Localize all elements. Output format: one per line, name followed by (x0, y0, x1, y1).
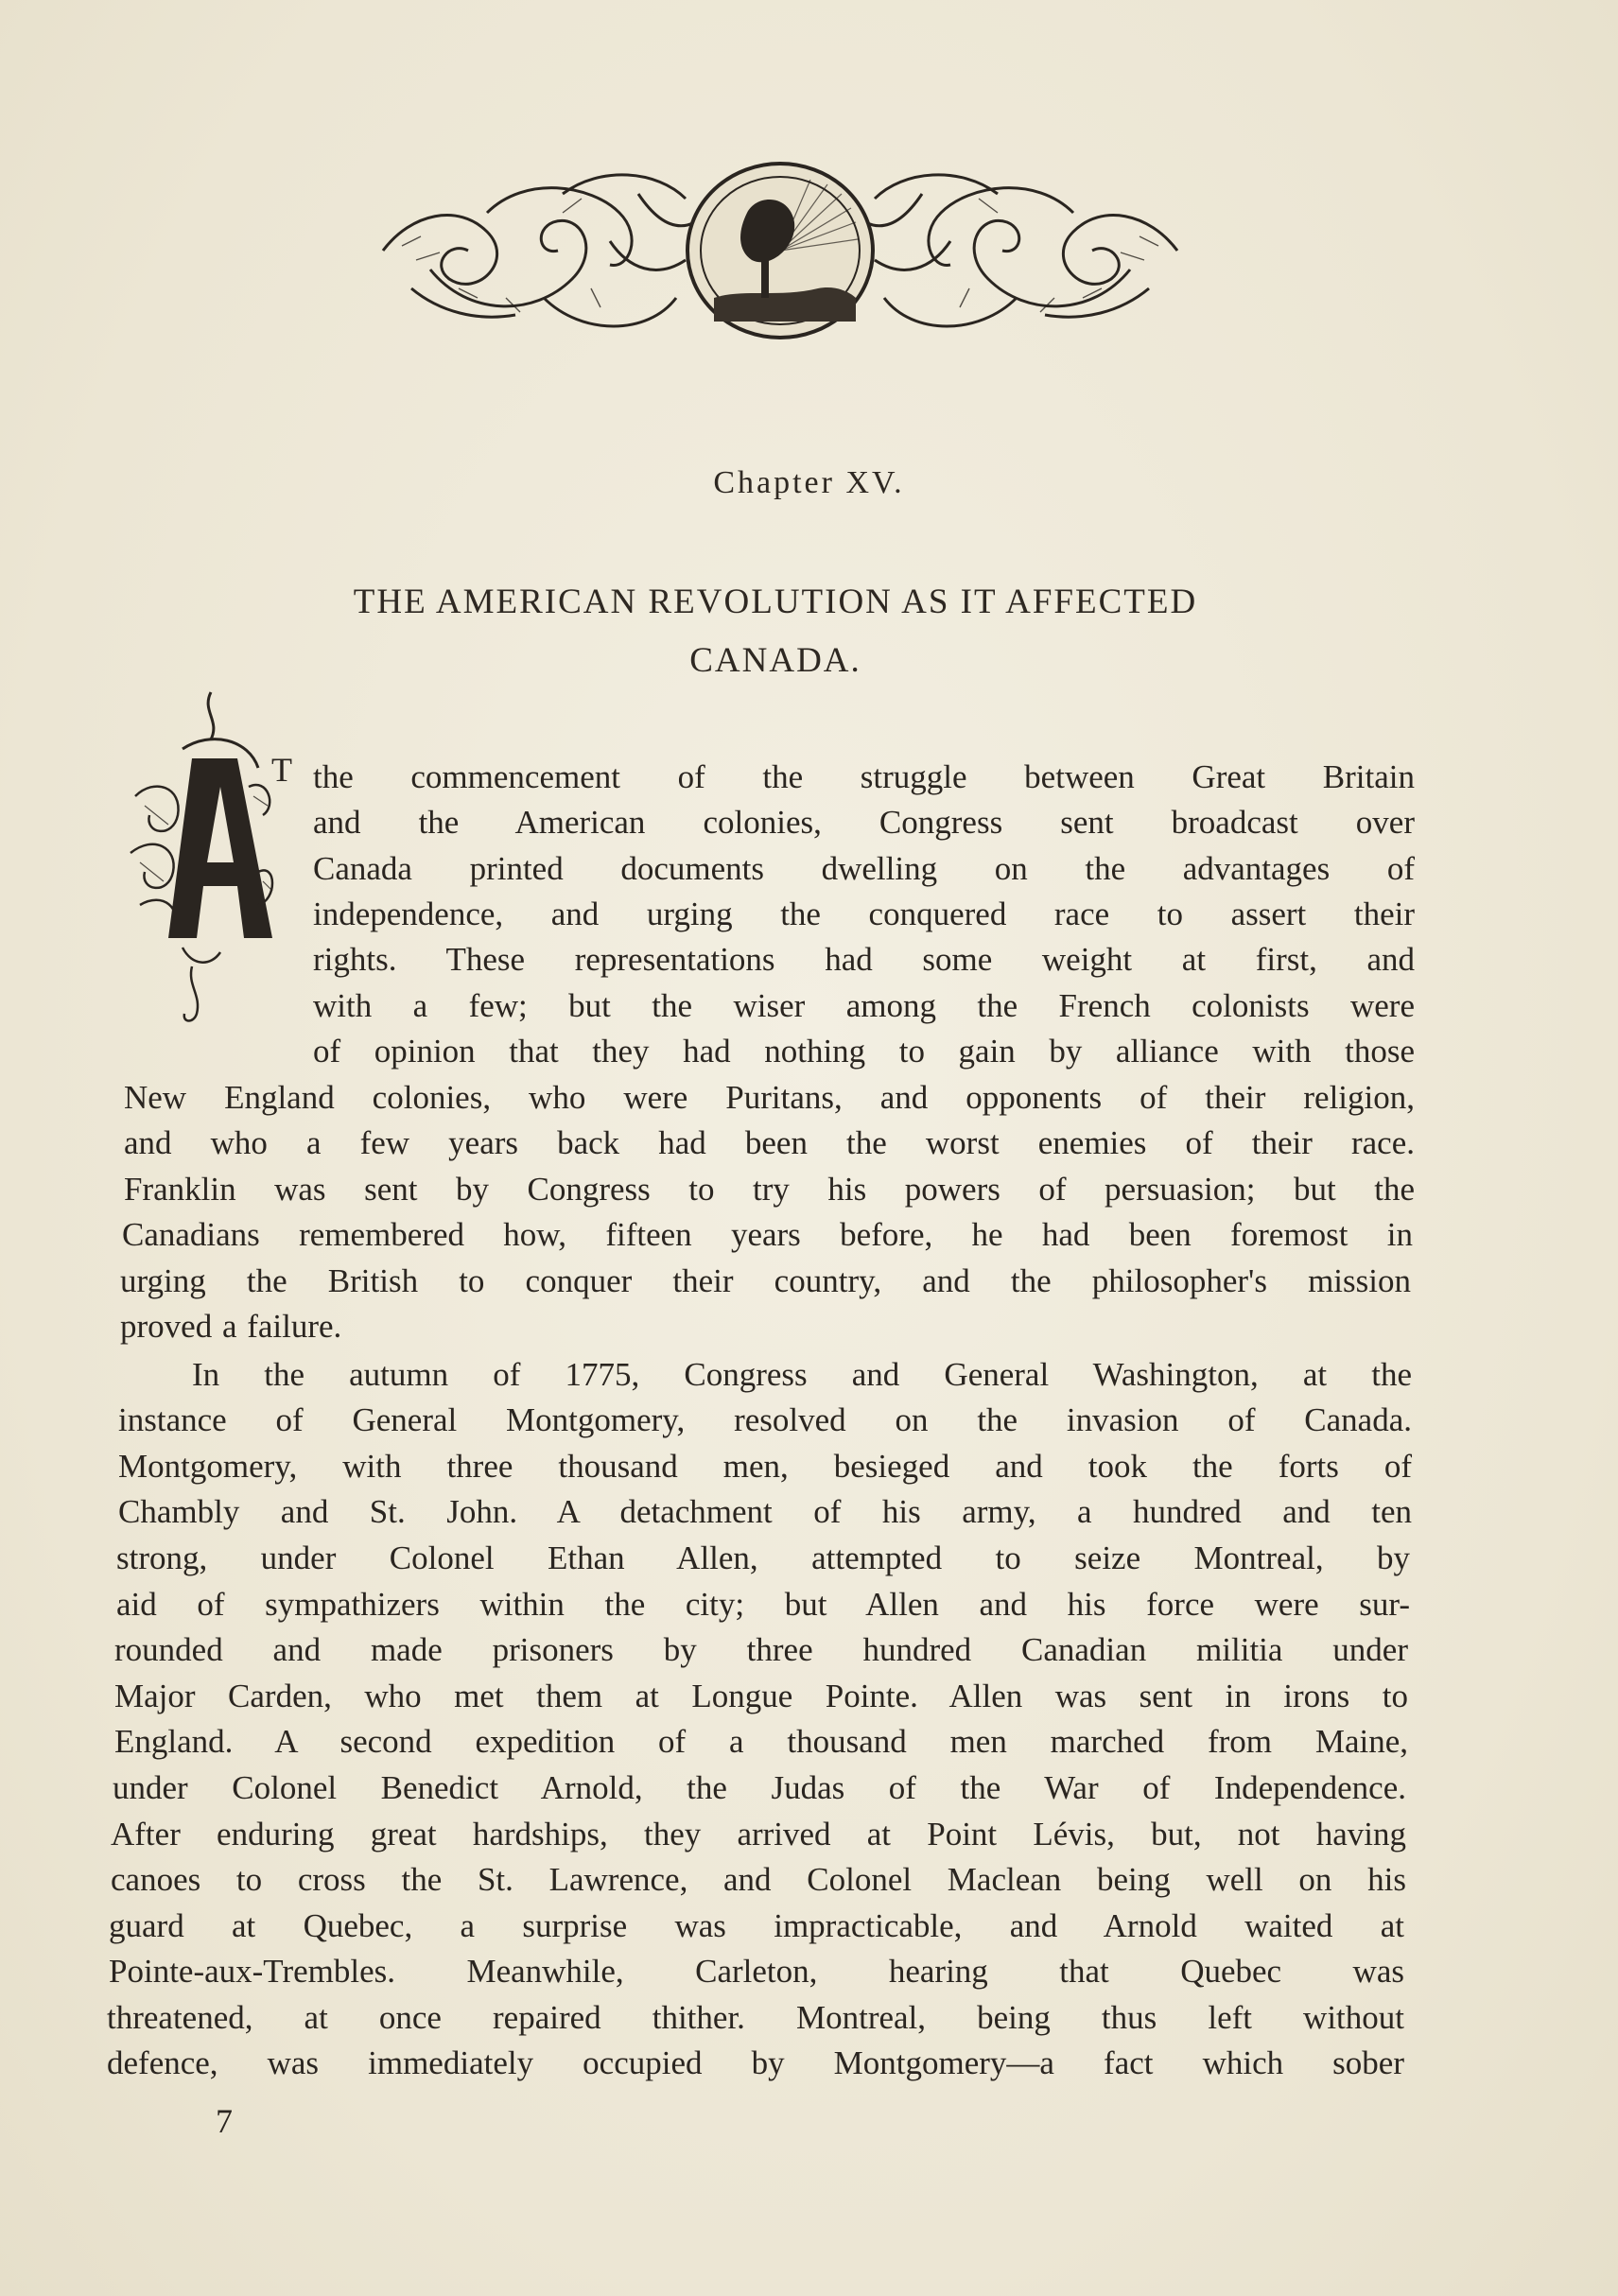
text-line: the commencement of the struggle between Great Britain (313, 758, 1415, 795)
chapter-title-line-2: CANADA. (689, 641, 861, 680)
chapter-title-line-1: THE AMERICAN REVOLUTION AS IT AFFECTED (353, 583, 1198, 621)
text-line: proved a failure. (120, 1308, 342, 1345)
page-number: 7 (216, 2102, 233, 2140)
text-line: Major Carden, who met them at Longue Pointe. Allen was sent in irons to (114, 1678, 1408, 1714)
text-line: and the American colonies, Congress sent broadcast over (313, 804, 1415, 841)
text-line: Pointe-aux-Trembles. Meanwhile, Carleton, hearing that Quebec was (109, 1953, 1404, 1990)
text-line: Montgomery, with three thousand men, besieged and took the forts of (118, 1448, 1412, 1485)
text-line: canoes to cross the St. Lawrence, and Colonel Maclean being well on his (111, 1861, 1406, 1898)
text-line: and who a few years back had been the worst enemies of their race. (124, 1124, 1415, 1161)
text-line: threatened, at once repaired thither. Montreal, being thus left without (107, 1999, 1404, 2036)
text-line: In the autumn of 1775, Congress and General Washington, at the (192, 1356, 1412, 1393)
text-line: independence, and urging the conquered race to assert their (313, 896, 1415, 932)
text-line: Canadians remembered how, fifteen years before, he had been foremost in (122, 1216, 1413, 1253)
text-line: aid of sympathizers within the city; but Allen and his force were sur- (116, 1586, 1410, 1623)
text-line: rights. These representations had some weight at first, and (313, 941, 1415, 978)
text-line: defence, was immediately occupied by Montgomery—a fact which sober (107, 2044, 1404, 2081)
text-line: guard at Quebec, a surprise was impracticable, and Arnold waited at (109, 1907, 1404, 1944)
text-line: New England colonies, who were Puritans, and opponents of their religion, (124, 1079, 1415, 1116)
text-line: instance of General Montgomery, resolved on the invasion of Canada. (118, 1401, 1412, 1438)
text-line: Chambly and St. John. A detachment of his army, a hundred and ten (118, 1493, 1412, 1530)
text-line: of opinion that they had nothing to gain by alliance with those (313, 1033, 1415, 1070)
text-line: under Colonel Benedict Arnold, the Judas of the War of Independence. (113, 1769, 1406, 1806)
text-line: Franklin was sent by Congress to try his powers of persuasion; but the (124, 1171, 1415, 1208)
text-line: with a few; but the wiser among the French colonists were (313, 987, 1415, 1024)
text-line: strong, under Colonel Ethan Allen, attempted to seize Montreal, by (116, 1539, 1410, 1576)
drop-initial-letter: T (271, 751, 292, 789)
text-line: After enduring great hardships, they arrived at Point Lévis, but, not having (111, 1816, 1406, 1852)
text-line: rounded and made prisoners by three hundred Canadian militia under (114, 1631, 1408, 1668)
chapter-label: Chapter XV. (713, 465, 905, 500)
text-line: Canada printed documents dwelling on the advantages of (313, 850, 1415, 887)
text-line: England. A second expedition of a thousand men marched from Maine, (114, 1723, 1408, 1760)
text-line: urging the British to conquer their country, and the philosopher's mission (120, 1262, 1411, 1299)
